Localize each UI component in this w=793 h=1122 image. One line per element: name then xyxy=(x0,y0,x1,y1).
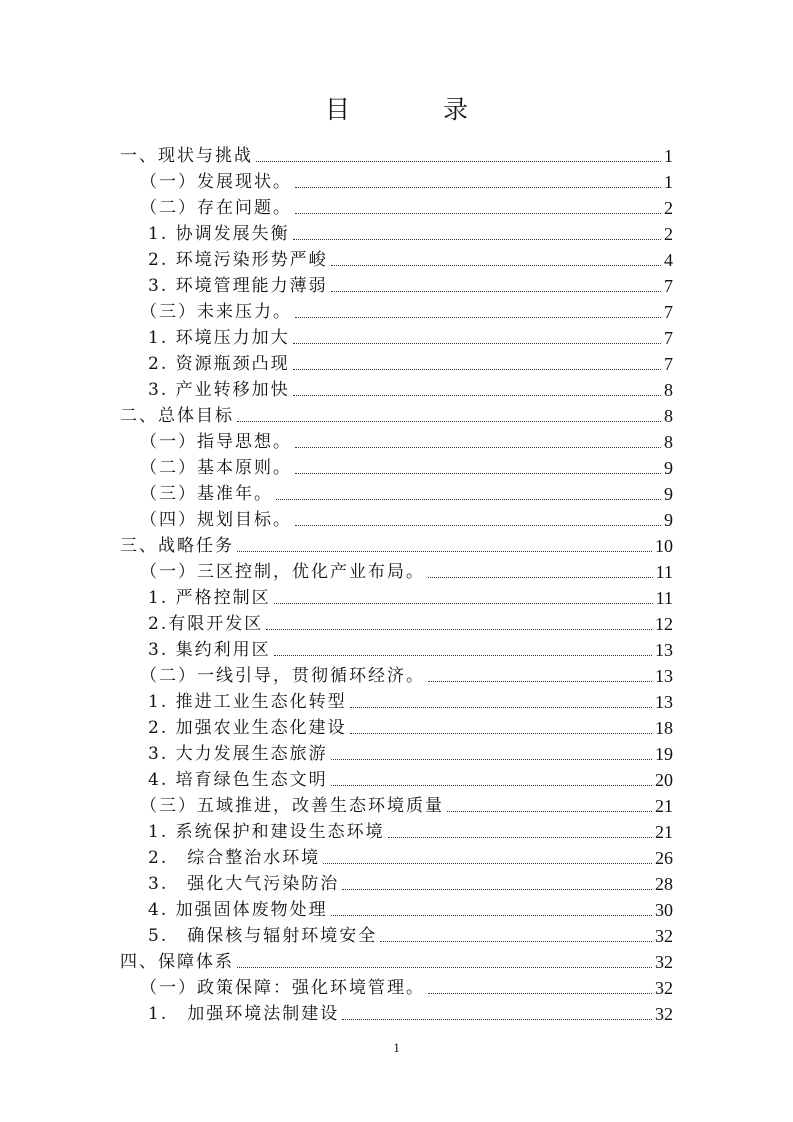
toc-entry[interactable] xyxy=(148,349,673,375)
toc-entry[interactable] xyxy=(148,635,673,661)
toc-dot-leader xyxy=(293,343,661,344)
toc-entry-page: 8 xyxy=(664,432,673,452)
toc-dot-leader xyxy=(276,499,661,500)
toc-entry-label: 三、战略任务 xyxy=(120,536,234,556)
toc-dot-leader xyxy=(388,837,652,838)
toc-entry-label: （一）三区控制，优化产业布局。 xyxy=(140,562,425,582)
toc-entry[interactable] xyxy=(148,999,673,1025)
page-title: 目 录 xyxy=(324,95,502,124)
toc-entry-page: 19 xyxy=(655,744,673,764)
toc-entry-page: 32 xyxy=(655,1004,673,1024)
toc-entry-label: 2. 加强农业生态化建设 xyxy=(148,718,347,738)
toc-entry-page: 28 xyxy=(655,874,673,894)
toc-dot-leader xyxy=(295,213,661,214)
toc-dot-leader xyxy=(293,395,661,396)
toc-dot-leader xyxy=(380,941,652,942)
toc-entry-label: 一、现状与挑战 xyxy=(120,146,253,166)
toc-entry-page: 7 xyxy=(664,354,673,374)
toc-entry-label: 1. 加强环境法制建设 xyxy=(148,1004,340,1024)
toc-entry-label: （四）规划目标。 xyxy=(140,510,292,530)
toc-entry-label: （二）存在问题。 xyxy=(140,198,292,218)
toc-entry-label: 1. 严格控制区 xyxy=(148,588,271,608)
toc-entry[interactable] xyxy=(148,765,673,791)
toc-dot-leader xyxy=(331,291,661,292)
toc-entry[interactable] xyxy=(148,583,673,609)
toc-entry-page: 30 xyxy=(655,900,673,920)
toc-entry-label: 2. 资源瓶颈凸现 xyxy=(148,354,290,374)
toc-entry-page: 7 xyxy=(664,328,673,348)
toc-entry-page: 2 xyxy=(664,198,673,218)
toc-entry-label: （二）一线引导，贯彻循环经济。 xyxy=(140,666,425,686)
toc-entry[interactable] xyxy=(120,401,673,427)
toc-entry-label: 2. 综合整治水环境 xyxy=(148,848,321,868)
toc-entry[interactable] xyxy=(148,895,673,921)
toc-entry-page: 10 xyxy=(655,536,673,556)
toc-entry[interactable] xyxy=(148,739,673,765)
toc-dot-leader xyxy=(256,161,661,162)
toc-entry[interactable] xyxy=(148,869,673,895)
toc-entry-label: 3. 产业转移加快 xyxy=(148,380,290,400)
toc-dot-leader xyxy=(447,811,652,812)
toc-entry-page: 26 xyxy=(655,848,673,868)
toc-entry[interactable] xyxy=(120,531,673,557)
toc-entry-label: 四、保障体系 xyxy=(120,952,234,972)
toc-entry[interactable] xyxy=(140,167,673,193)
toc-entry[interactable] xyxy=(140,427,673,453)
toc-entry-page: 21 xyxy=(655,822,673,842)
toc-dot-leader xyxy=(295,525,661,526)
toc-entry[interactable] xyxy=(148,219,673,245)
toc-entry[interactable] xyxy=(140,791,673,817)
toc-entry-label: 3. 大力发展生态旅游 xyxy=(148,744,328,764)
toc-entry-page: 9 xyxy=(664,484,673,504)
toc-entry-page: 7 xyxy=(664,302,673,322)
toc-dot-leader xyxy=(342,1019,652,1020)
toc-entry-label: 4. 加强固体废物处理 xyxy=(148,900,328,920)
toc-entry-page: 13 xyxy=(655,692,673,712)
toc-entry-label: 2.有限开发区 xyxy=(148,614,264,634)
toc-entry-label: （三）基准年。 xyxy=(140,484,273,504)
toc-entry-page: 9 xyxy=(664,458,673,478)
toc-entry-page: 4 xyxy=(664,250,673,270)
toc-entry[interactable] xyxy=(148,609,673,635)
toc-entry[interactable] xyxy=(140,193,673,219)
toc-entry-label: 1. 环境压力加大 xyxy=(148,328,290,348)
toc-dot-leader xyxy=(331,785,652,786)
toc-entry[interactable] xyxy=(148,817,673,843)
toc-entry-label: （二）基本原则。 xyxy=(140,458,292,478)
toc-entry-label: 4. 培育绿色生态文明 xyxy=(148,770,328,790)
toc-dot-leader xyxy=(266,629,652,630)
toc-entry-label: 1. 协调发展失衡 xyxy=(148,224,290,244)
toc-dot-leader xyxy=(295,187,661,188)
toc-entry-page: 1 xyxy=(664,172,673,192)
toc-entry[interactable] xyxy=(140,479,673,505)
toc-entry-page: 9 xyxy=(664,510,673,530)
toc-dot-leader xyxy=(350,733,652,734)
toc-dot-leader xyxy=(331,759,652,760)
toc-dot-leader xyxy=(331,265,661,266)
toc-entry[interactable] xyxy=(148,245,673,271)
toc-entry[interactable] xyxy=(140,661,673,687)
toc-entry-page: 32 xyxy=(655,952,673,972)
toc-entry[interactable] xyxy=(148,375,673,401)
toc-entry-label: 5. 确保核与辐射环境安全 xyxy=(148,926,378,946)
toc-entry[interactable] xyxy=(148,271,673,297)
toc-dot-leader xyxy=(293,369,661,370)
toc-entry-page: 1 xyxy=(664,146,673,166)
toc-dot-leader xyxy=(295,447,661,448)
toc-entry-label: 1. 系统保护和建设生态环境 xyxy=(148,822,385,842)
toc-entry[interactable] xyxy=(140,973,673,999)
toc-entry[interactable] xyxy=(148,323,673,349)
toc-entry-label: 二、总体目标 xyxy=(120,406,234,426)
toc-dot-leader xyxy=(350,707,652,708)
toc-entry-label: 3. 强化大气污染防治 xyxy=(148,874,340,894)
toc-entry-page: 21 xyxy=(655,796,673,816)
toc-entry-label: 3. 集约利用区 xyxy=(148,640,271,660)
toc-dot-leader xyxy=(274,655,652,656)
toc-entry[interactable] xyxy=(140,453,673,479)
toc-entry[interactable] xyxy=(140,297,673,323)
toc-entry-label: （一）发展现状。 xyxy=(140,172,292,192)
toc-entry-page: 8 xyxy=(664,380,673,400)
toc-entry-label: （一）指导思想。 xyxy=(140,432,292,452)
toc-dot-leader xyxy=(428,993,652,994)
toc-entry-page: 20 xyxy=(655,770,673,790)
toc-entry-page: 11 xyxy=(655,562,673,582)
page-number: 1 xyxy=(393,1040,400,1055)
toc-entry-label: （三）未来压力。 xyxy=(140,302,292,322)
toc-entry-page: 2 xyxy=(664,224,673,244)
toc-dot-leader xyxy=(342,889,652,890)
toc-dot-leader xyxy=(293,239,661,240)
toc-entry[interactable] xyxy=(140,505,673,531)
toc-entry[interactable] xyxy=(140,557,673,583)
toc-entry[interactable] xyxy=(120,141,673,167)
toc-dot-leader xyxy=(295,473,661,474)
toc-entry[interactable] xyxy=(148,921,673,947)
toc-entry-page: 7 xyxy=(664,276,673,296)
toc-entry-page: 8 xyxy=(664,406,673,426)
toc-entry-label: 1. 推进工业生态化转型 xyxy=(148,692,347,712)
toc-entry-page: 18 xyxy=(655,718,673,738)
toc-dot-leader xyxy=(428,577,653,578)
toc-dot-leader xyxy=(274,603,653,604)
toc-dot-leader xyxy=(237,421,661,422)
toc-entry[interactable] xyxy=(148,687,673,713)
toc-entry[interactable] xyxy=(120,947,673,973)
toc-dot-leader xyxy=(295,317,661,318)
toc-entry-label: （三）五域推进，改善生态环境质量 xyxy=(140,796,444,816)
toc-entry-page: 32 xyxy=(655,978,673,998)
toc-entry-label: （一）政策保障：强化环境管理。 xyxy=(140,978,425,998)
toc-dot-leader xyxy=(428,681,652,682)
toc-entry[interactable] xyxy=(148,843,673,869)
toc-entry-label: 2. 环境污染形势严峻 xyxy=(148,250,328,270)
toc-dot-leader xyxy=(331,915,652,916)
toc-entry[interactable] xyxy=(148,713,673,739)
toc-entry-page: 12 xyxy=(655,614,673,634)
toc-entry-label: 3. 环境管理能力薄弱 xyxy=(148,276,328,296)
toc-dot-leader xyxy=(323,863,652,864)
toc-dot-leader xyxy=(237,551,652,552)
toc-dot-leader xyxy=(237,967,652,968)
toc-entry-page: 13 xyxy=(655,666,673,686)
toc-entry-page: 11 xyxy=(655,588,673,608)
toc-entry-page: 32 xyxy=(655,926,673,946)
toc-entry-page: 13 xyxy=(655,640,673,660)
